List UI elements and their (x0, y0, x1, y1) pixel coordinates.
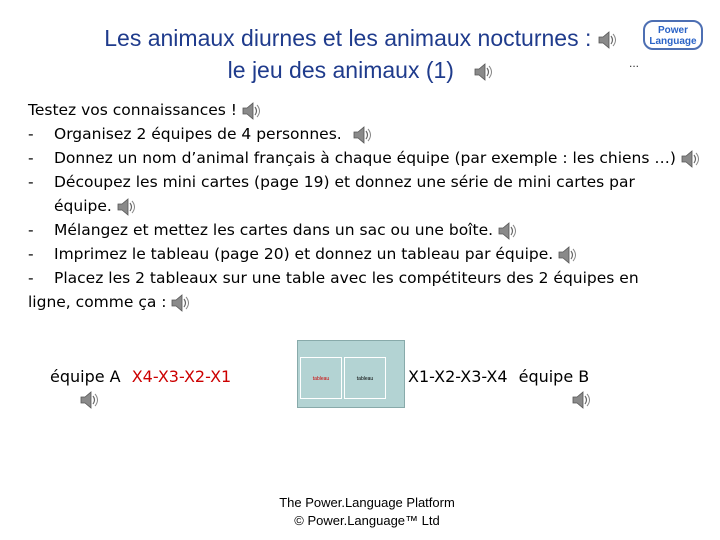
table-left (300, 357, 342, 399)
bullet-dash: - (28, 125, 34, 143)
logo-word-language: Language (649, 36, 697, 47)
instruction-item: Placez les 2 tableaux sur une table avec les compétiteurs des 2 équipes en (54, 269, 639, 287)
table-right (344, 357, 386, 399)
instruction-item: Donnez un nom d’animal français à chaque équipe (par exemple : les chiens …) (54, 149, 676, 167)
speaker-icon[interactable] (598, 30, 616, 50)
title-line-1: Les animaux diurnes et les animaux nocturnes : (104, 25, 592, 51)
intro-text: Testez vos connaissances ! (28, 101, 237, 119)
bullet-dash: - (28, 173, 34, 191)
team-a-sequence: X4-X3-X2-X1 (131, 367, 232, 386)
power-language-logo (629, 20, 707, 70)
logo-bubble (643, 20, 703, 50)
slide-title (60, 22, 660, 86)
speaker-icon[interactable] (681, 149, 699, 169)
speaker-icon[interactable] (353, 125, 371, 145)
instruction-item: Organisez 2 équipes de 4 personnes. (54, 125, 342, 143)
footer-copyright: © Power.Language™ Ltd (294, 513, 440, 528)
table-right-label: tableau (356, 376, 374, 382)
instruction-item-continued: ligne, comme ça : (28, 293, 167, 311)
instructions (28, 98, 718, 314)
speaker-icon[interactable] (498, 221, 516, 241)
speaker-icon[interactable] (572, 390, 590, 410)
speaker-icon[interactable] (558, 245, 576, 265)
bullet-dash: - (28, 149, 34, 167)
footer (220, 494, 514, 530)
speaker-icon[interactable] (242, 101, 260, 121)
speaker-icon[interactable] (171, 293, 189, 313)
logo-ellipsis: ... (629, 56, 640, 70)
table-left-label: tableau (312, 376, 330, 382)
instruction-item: Découpez les mini cartes (page 19) et donnez une série de mini cartes par (54, 173, 635, 191)
speaker-icon[interactable] (80, 390, 98, 410)
tables-diagram (297, 340, 405, 408)
instruction-item: Imprimez le tableau (page 20) et donnez un tableau par équipe. (54, 245, 554, 263)
team-a (50, 367, 231, 386)
team-b-label: équipe B (518, 367, 590, 386)
speaker-icon[interactable] (474, 62, 492, 82)
bullet-dash: - (28, 221, 34, 239)
team-a-label: équipe A (50, 367, 121, 386)
bullet-dash: - (28, 245, 34, 263)
logo-word-power: Power (657, 25, 688, 36)
instruction-item-continued: équipe. (54, 197, 112, 215)
footer-platform: The Power.Language Platform (279, 495, 455, 510)
bullet-dash: - (28, 269, 34, 287)
speaker-icon[interactable] (117, 197, 135, 217)
team-b (408, 367, 589, 386)
team-b-sequence: X1-X2-X3-X4 (408, 367, 508, 386)
title-line-2: le jeu des animaux (1) (227, 57, 454, 83)
instruction-item: Mélangez et mettez les cartes dans un sac ou une boîte. (54, 221, 494, 239)
